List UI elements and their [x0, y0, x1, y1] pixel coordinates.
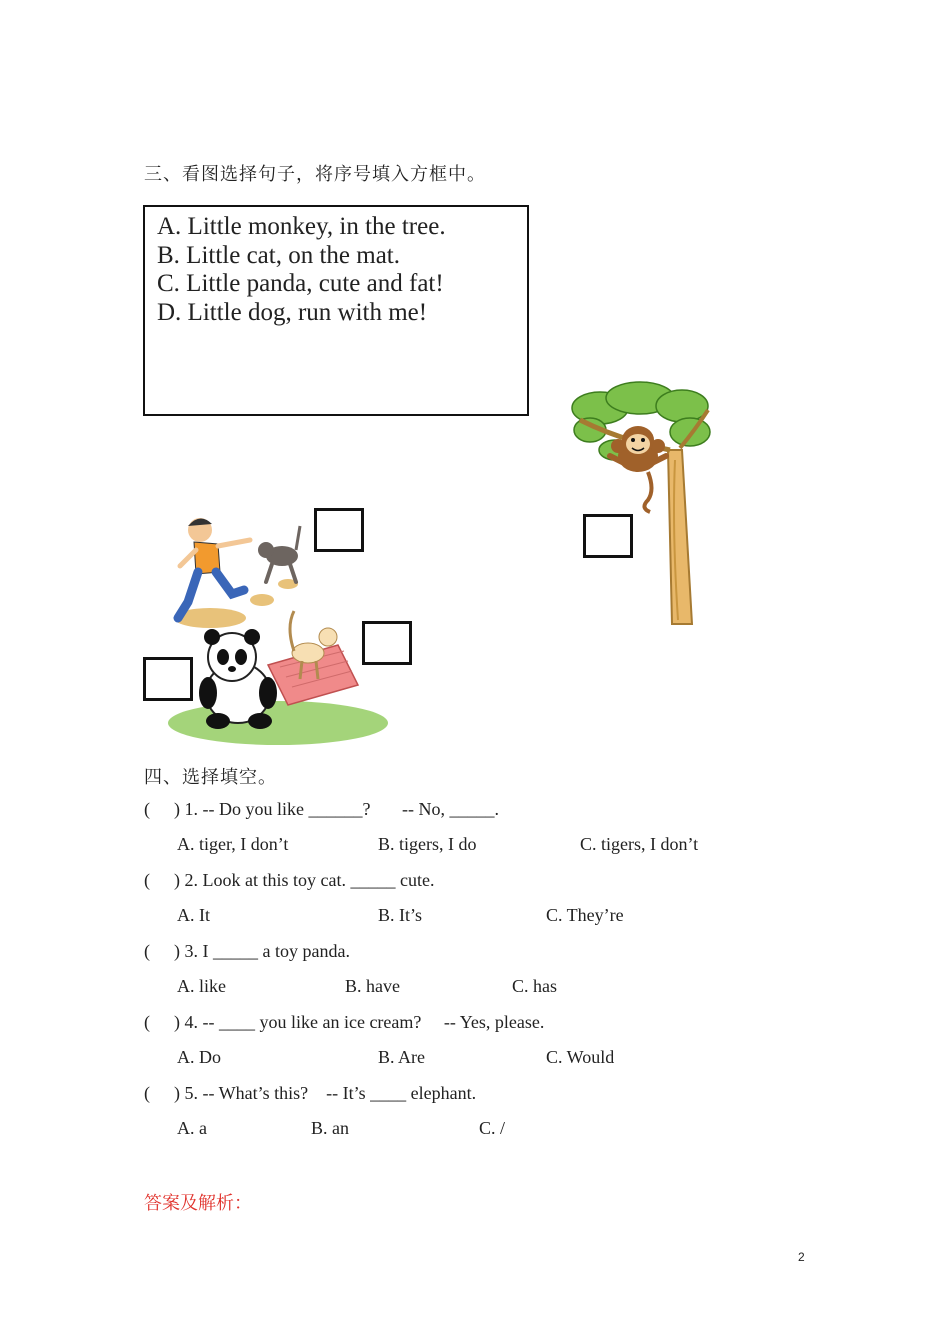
q2-option-c: C. They’re [546, 905, 624, 925]
section3-heading: 三、看图选择句子，将序号填入方框中。 [144, 164, 486, 184]
option-d: D. Little dog, run with me! [157, 298, 428, 326]
q1-paren[interactable]: ( [144, 799, 150, 819]
answer-box-dog[interactable] [314, 508, 364, 552]
option-b: B. Little cat, on the mat. [157, 241, 400, 269]
q4-paren[interactable]: ( [144, 1012, 150, 1032]
q2-option-a: A. It [177, 905, 210, 925]
q4-option-c: C. Would [546, 1047, 615, 1067]
q5-stem: ) 5. -- What’s this? -- It’s ____ elephant. [174, 1083, 477, 1103]
answer-box-monkey[interactable] [583, 514, 633, 558]
q3-option-c: C. has [512, 976, 557, 996]
answers-heading: 答案及解析： [144, 1193, 252, 1213]
q4-stem: ) 4. -- ____ you like an ice cream? -- Yes, please. [174, 1012, 545, 1032]
q1-option-b: B. tigers, I do [378, 834, 477, 854]
q1-option-c: C. tigers, I don’t [580, 834, 699, 854]
q3-paren[interactable]: ( [144, 941, 150, 961]
q3-option-b: B. have [345, 976, 400, 996]
q4-option-a: A. Do [177, 1047, 221, 1067]
option-a: A. Little monkey, in the tree. [157, 213, 446, 240]
q1-stem: ) 1. -- Do you like ______? -- No, _____. [174, 799, 499, 819]
q2-stem: ) 2. Look at this toy cat. _____ cute. [174, 870, 435, 890]
q5-paren[interactable]: ( [144, 1083, 150, 1103]
q5-option-a: A. a [177, 1118, 207, 1138]
q2-paren[interactable]: ( [144, 870, 150, 890]
page-number: 2 [798, 1250, 805, 1264]
q4-option-b: B. Are [378, 1047, 425, 1067]
section4-heading: 四、选择填空。 [144, 767, 277, 787]
monkey-tree-illustration [560, 380, 720, 630]
option-c: C. Little panda, cute and fat! [157, 270, 444, 297]
q3-option-a: A. like [177, 976, 226, 996]
q3-stem: ) 3. I _____ a toy panda. [174, 941, 350, 961]
q2-option-b: B. It’s [378, 905, 423, 925]
q1-option-a: A. tiger, I don’t [177, 834, 289, 854]
sentence-options-box [143, 205, 529, 416]
q5-option-c: C. / [479, 1118, 506, 1138]
answer-box-cat[interactable] [362, 621, 412, 665]
panda-cat-illustration [168, 605, 518, 747]
q5-option-b: B. an [311, 1118, 349, 1138]
answer-box-panda[interactable] [143, 657, 193, 701]
